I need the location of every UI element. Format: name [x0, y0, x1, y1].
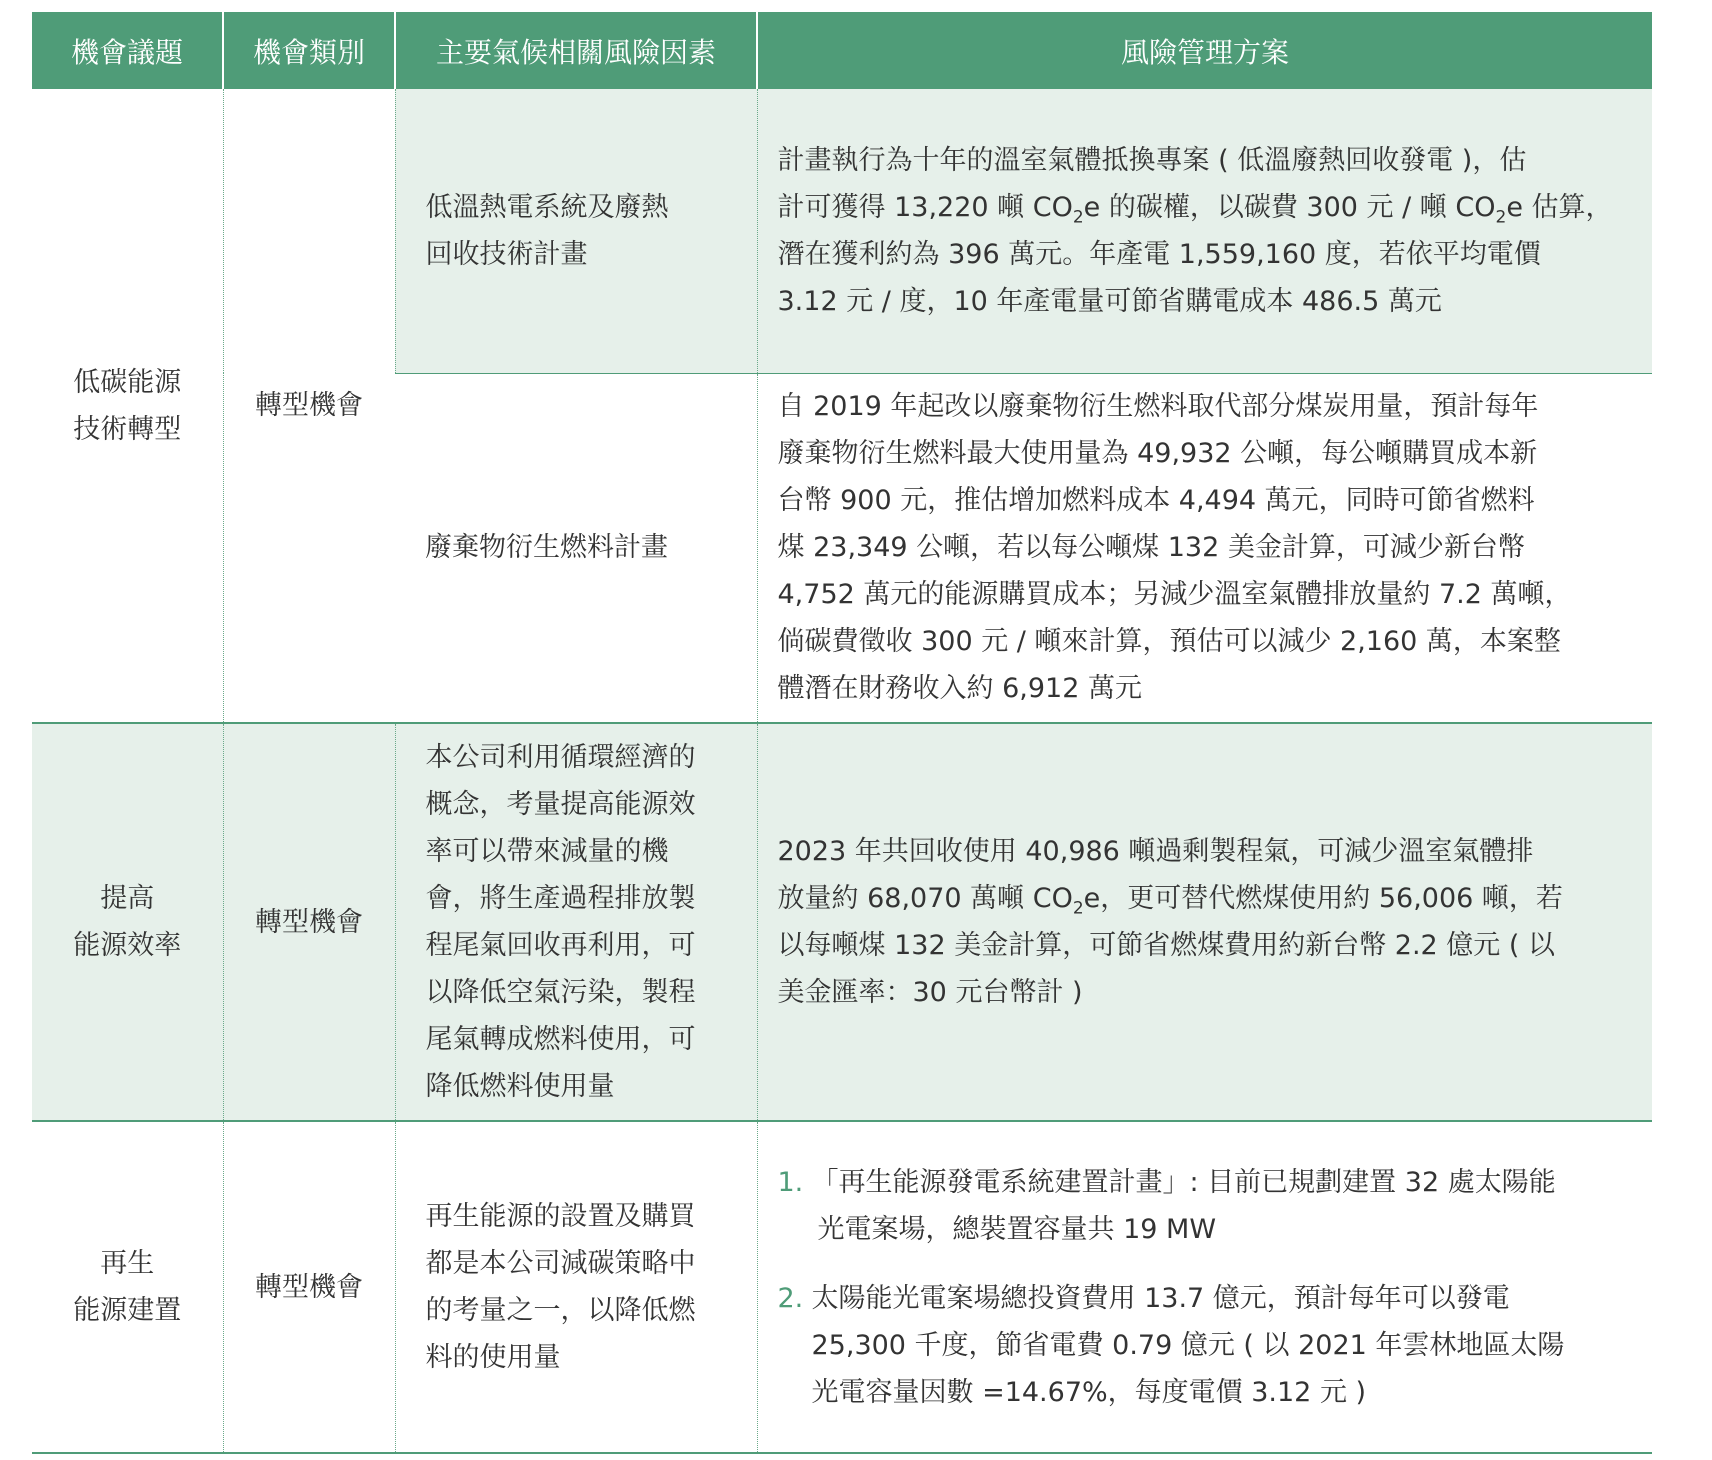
table-header-row — [32, 12, 1652, 89]
numbered-list-item — [778, 1275, 1635, 1416]
climate-opportunity-table — [32, 12, 1652, 1454]
list-number: 2. — [777, 1282, 804, 1314]
cell-risk-factor — [395, 373, 757, 723]
cell-opportunity-type: 轉型機會 — [223, 1121, 395, 1453]
factor-line: 程尾氣回收再利用，可 — [425, 930, 696, 961]
cell-risk-factor — [395, 89, 757, 373]
plan-line: 2023 年共回收使用 40,986 噸過剩製程氣，可減少溫室氣體排 — [777, 836, 1534, 867]
factor-line: 會，將生產過程排放製 — [425, 883, 696, 914]
plan-line: 倘碳費徵收 300 元 / 噸來計算，預估可以減少 2,160 萬，本案整 — [777, 626, 1561, 658]
cell-opportunity-topic — [32, 1121, 223, 1453]
plan-line: 自 2019 年起改以廢棄物衍生燃料取代部分煤炭用量，預計每年 — [777, 391, 1539, 423]
header-opportunity-type: 機會類別 — [223, 12, 395, 89]
list-number: 1. — [777, 1166, 804, 1198]
plan-line: 煤 23,349 公噸，若以每公噸煤 132 美金計算，可減少新台幣 — [777, 532, 1525, 564]
cell-risk-factor — [395, 723, 757, 1121]
topic-line: 再生 — [100, 1248, 155, 1279]
factor-line: 都是本公司減碳策略中 — [425, 1248, 696, 1279]
factor-line: 的考量之一，以降低燃 — [425, 1295, 696, 1326]
plan-line: 計畫執行為十年的溫室氣體抵換專案 ( 低溫廢熱回收發電 )，估 — [777, 144, 1527, 176]
factor-line: 再生能源的設置及購買 — [425, 1201, 696, 1232]
factor-line: 概念，考量提高能源效 — [425, 789, 696, 820]
topic-line: 低碳能源 — [73, 366, 182, 398]
cell-opportunity-topic — [32, 89, 223, 723]
header-climate-risk-factors: 主要氣候相關風險因素 — [395, 12, 757, 89]
table-row — [32, 1121, 1652, 1453]
factor-line: 尾氣轉成燃料使用，可 — [425, 1024, 696, 1055]
plan-line: 美金匯率：30 元台幣計 ) — [777, 977, 1083, 1008]
factor-line: 降低燃料使用量 — [425, 1071, 615, 1102]
plan-line: 光電容量因數 =14.67%，每度電價 3.12 元 ) — [811, 1376, 1367, 1408]
cell-management-plan — [757, 723, 1652, 1121]
plan-line: 光電案場，總裝置容量共 19 MW — [817, 1213, 1217, 1245]
factor-line: 本公司利用循環經濟的 — [425, 742, 696, 773]
factor-line: 料的使用量 — [425, 1342, 561, 1373]
cell-management-plan — [757, 373, 1652, 723]
plan-line: 體潛在財務收入約 6,912 萬元 — [777, 673, 1142, 705]
table-row — [32, 723, 1652, 1121]
plan-line: 4,752 萬元的能源購買成本；另減少溫室氣體排放量約 7.2 萬噸， — [777, 579, 1572, 611]
cell-opportunity-type: 轉型機會 — [223, 89, 395, 723]
plan-line: 台幣 900 元，推估增加燃料成本 4,494 萬元，同時可節省燃料 — [777, 485, 1535, 517]
factor-line: 廢棄物衍生燃料計畫 — [425, 532, 668, 564]
plan-line: 廢棄物衍生燃料最大使用量為 49,932 公噸，每公噸購買成本新 — [777, 438, 1538, 470]
plan-line: 太陽能光電案場總投資費用 13.7 億元，預計每年可以發電 — [811, 1282, 1510, 1314]
cell-management-plan — [757, 1121, 1652, 1453]
cell-risk-factor — [395, 1121, 757, 1453]
numbered-list-item — [778, 1159, 1635, 1253]
cell-opportunity-type: 轉型機會 — [223, 723, 395, 1121]
factor-line: 低溫熱電系統及廢熱 — [425, 191, 669, 223]
plan-line: 計可獲得 13,220 噸 $CO_2e$ 的碳權，以碳費 300 元 / 噸 $CO_2e$ 估算， — [777, 191, 1613, 228]
plan-line: 以每噸煤 132 美金計算，可節省燃煤費用約新台幣 2.2 億元 ( 以 — [777, 930, 1556, 961]
plan-line: 3.12 元 / 度，10 年產電量可節省購電成本 486.5 萬元 — [777, 285, 1442, 317]
header-risk-management-plan: 風險管理方案 — [757, 12, 1652, 89]
cell-management-plan — [757, 89, 1652, 373]
cell-opportunity-topic — [32, 723, 223, 1121]
plan-line: 潛在獲利約為 396 萬元。年產電 1,559,160 度，若依平均電價 — [777, 238, 1541, 270]
table-row — [32, 89, 1652, 373]
topic-line: 能源建置 — [73, 1295, 182, 1326]
plan-line: 「再生能源發電系統建置計畫」: 目前已規劃建置 32 處太陽能 — [811, 1166, 1556, 1198]
topic-line: 提高 — [100, 883, 155, 914]
plan-line: 25,300 千度，節省電費 0.79 億元 ( 以 2021 年雲林地區太陽 — [811, 1329, 1565, 1361]
factor-line: 率可以帶來減量的機 — [425, 836, 669, 867]
header-opportunity-topic: 機會議題 — [32, 12, 223, 89]
factor-line: 回收技術計畫 — [425, 238, 588, 270]
topic-line: 技術轉型 — [73, 413, 182, 445]
topic-line: 能源效率 — [73, 930, 182, 961]
factor-line: 以降低空氣污染，製程 — [425, 977, 696, 1008]
plan-line: 放量約 68,070 萬噸 $CO_2e$，更可替代燃煤使用約 56,006 噸，若 — [777, 883, 1563, 919]
